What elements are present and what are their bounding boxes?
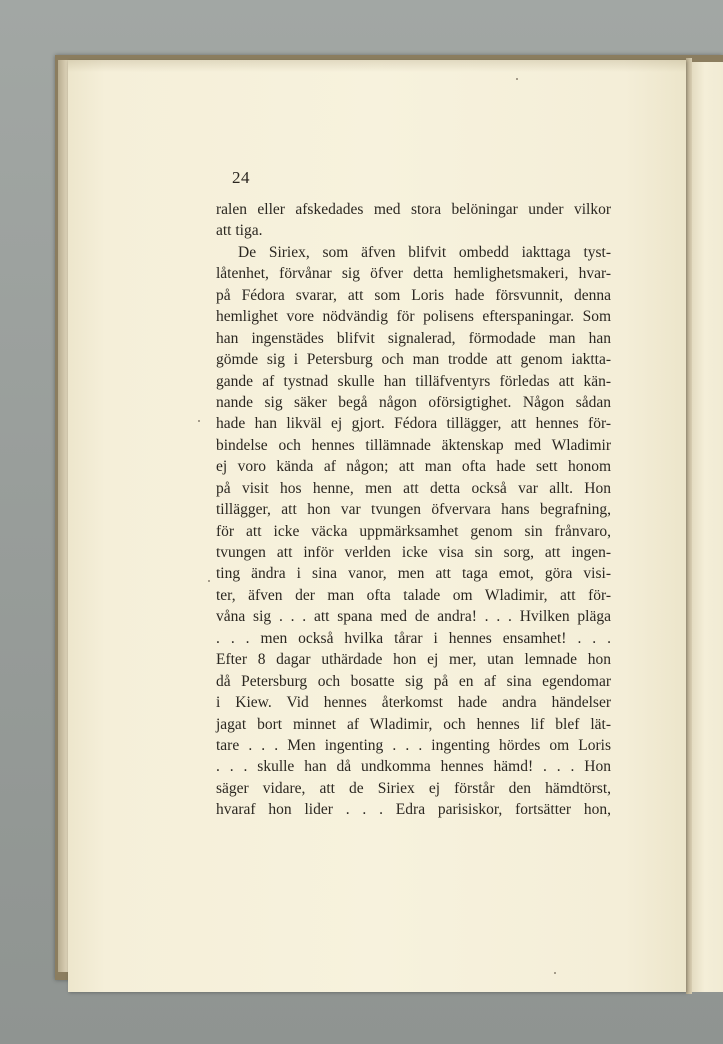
text-line: tillägger, att hon var tvungen öfvervara hans begrafning, [216, 501, 611, 519]
text-line: att tiga. [216, 222, 263, 240]
text-line: hade han likväl ej gjort. Fédora tillägger, att hennes för- [216, 415, 611, 433]
text-line: . . . skulle han då undkomma hennes hämd! . . . Hon [216, 758, 611, 776]
text-line: ralen eller afskedades med stora belöningar under vilkor [216, 201, 611, 218]
text-line: i Kiew. Vid hennes återkomst hade andra händelser [216, 694, 611, 712]
text-line: ter, äfven der man ofta talade om Wladimir, att för- [216, 586, 611, 604]
text-line: på visit hos henne, men att detta också var allt. Hon [216, 479, 611, 497]
text-line: . . . men också hvilka tårar i hennes ensamhet! . . . [216, 629, 611, 647]
text-line: ej voro kända af någon; att man ofta hade sett honom [216, 458, 611, 476]
text-line: han ingenstädes blifvit signalerad, förmodade man han [216, 329, 611, 347]
text-line: bindelse och hennes tillämnade äktenskap med Wladimir [216, 436, 611, 454]
text-line: De Siriex, som äfven blifvit ombedd iakttaga tyst- [238, 243, 611, 261]
text-line: tare . . . Men ingenting . . . ingenting hördes om Loris [216, 736, 611, 754]
body-text [216, 199, 611, 821]
text-line: våna sig . . . att spana med de andra! . . . Hvilken pläga [216, 608, 611, 626]
text-line: låtenhet, förvånar sig öfver detta hemlighetsmakeri, hvar- [216, 265, 611, 283]
paper-speck [516, 78, 518, 80]
page-number: 24 [232, 168, 250, 187]
text-line: gande af tystnad skulle han tilläfventyrs förledas att kän- [216, 372, 611, 390]
facing-page [692, 62, 723, 992]
text-line: för att icke väcka uppmärksamhet genom sin frånvaro, [216, 522, 611, 540]
text-line: hemlighet vore nödvändig för polisens efterspaningar. Som [216, 308, 611, 326]
page-shadow [68, 60, 686, 72]
paper-speck [208, 580, 210, 582]
text-line: då Petersburg och bosatte sig på en af sina egendomar [216, 672, 611, 690]
text-line: nande sig säker begå någon oförsigtighet. Någon sådan [216, 393, 611, 411]
text-line: säger vidare, att de Siriex ej förstår den hämdtörst, [216, 779, 611, 797]
text-line: hvaraf hon lider . . . Edra parisiskor, fortsätter hon, [216, 801, 611, 819]
paper-speck [554, 972, 556, 974]
text-line: gömde sig i Petersburg och man trodde att genom iaktta- [216, 351, 611, 369]
text-line: ting ändra i sina vanor, men att taga emot, göra visi- [216, 565, 611, 583]
text-line: Efter 8 dagar uthärdade hon ej mer, utan lemnade hon [216, 651, 611, 669]
text-line: på Fédora svarar, att som Loris hade försvunnit, denna [216, 286, 611, 304]
text-line: jagat bort minnet af Wladimir, och hennes lif blef lät- [216, 715, 611, 733]
paper-speck [198, 420, 200, 422]
text-line: tvungen att inför verlden icke visa sin sorg, att ingen- [216, 544, 611, 561]
